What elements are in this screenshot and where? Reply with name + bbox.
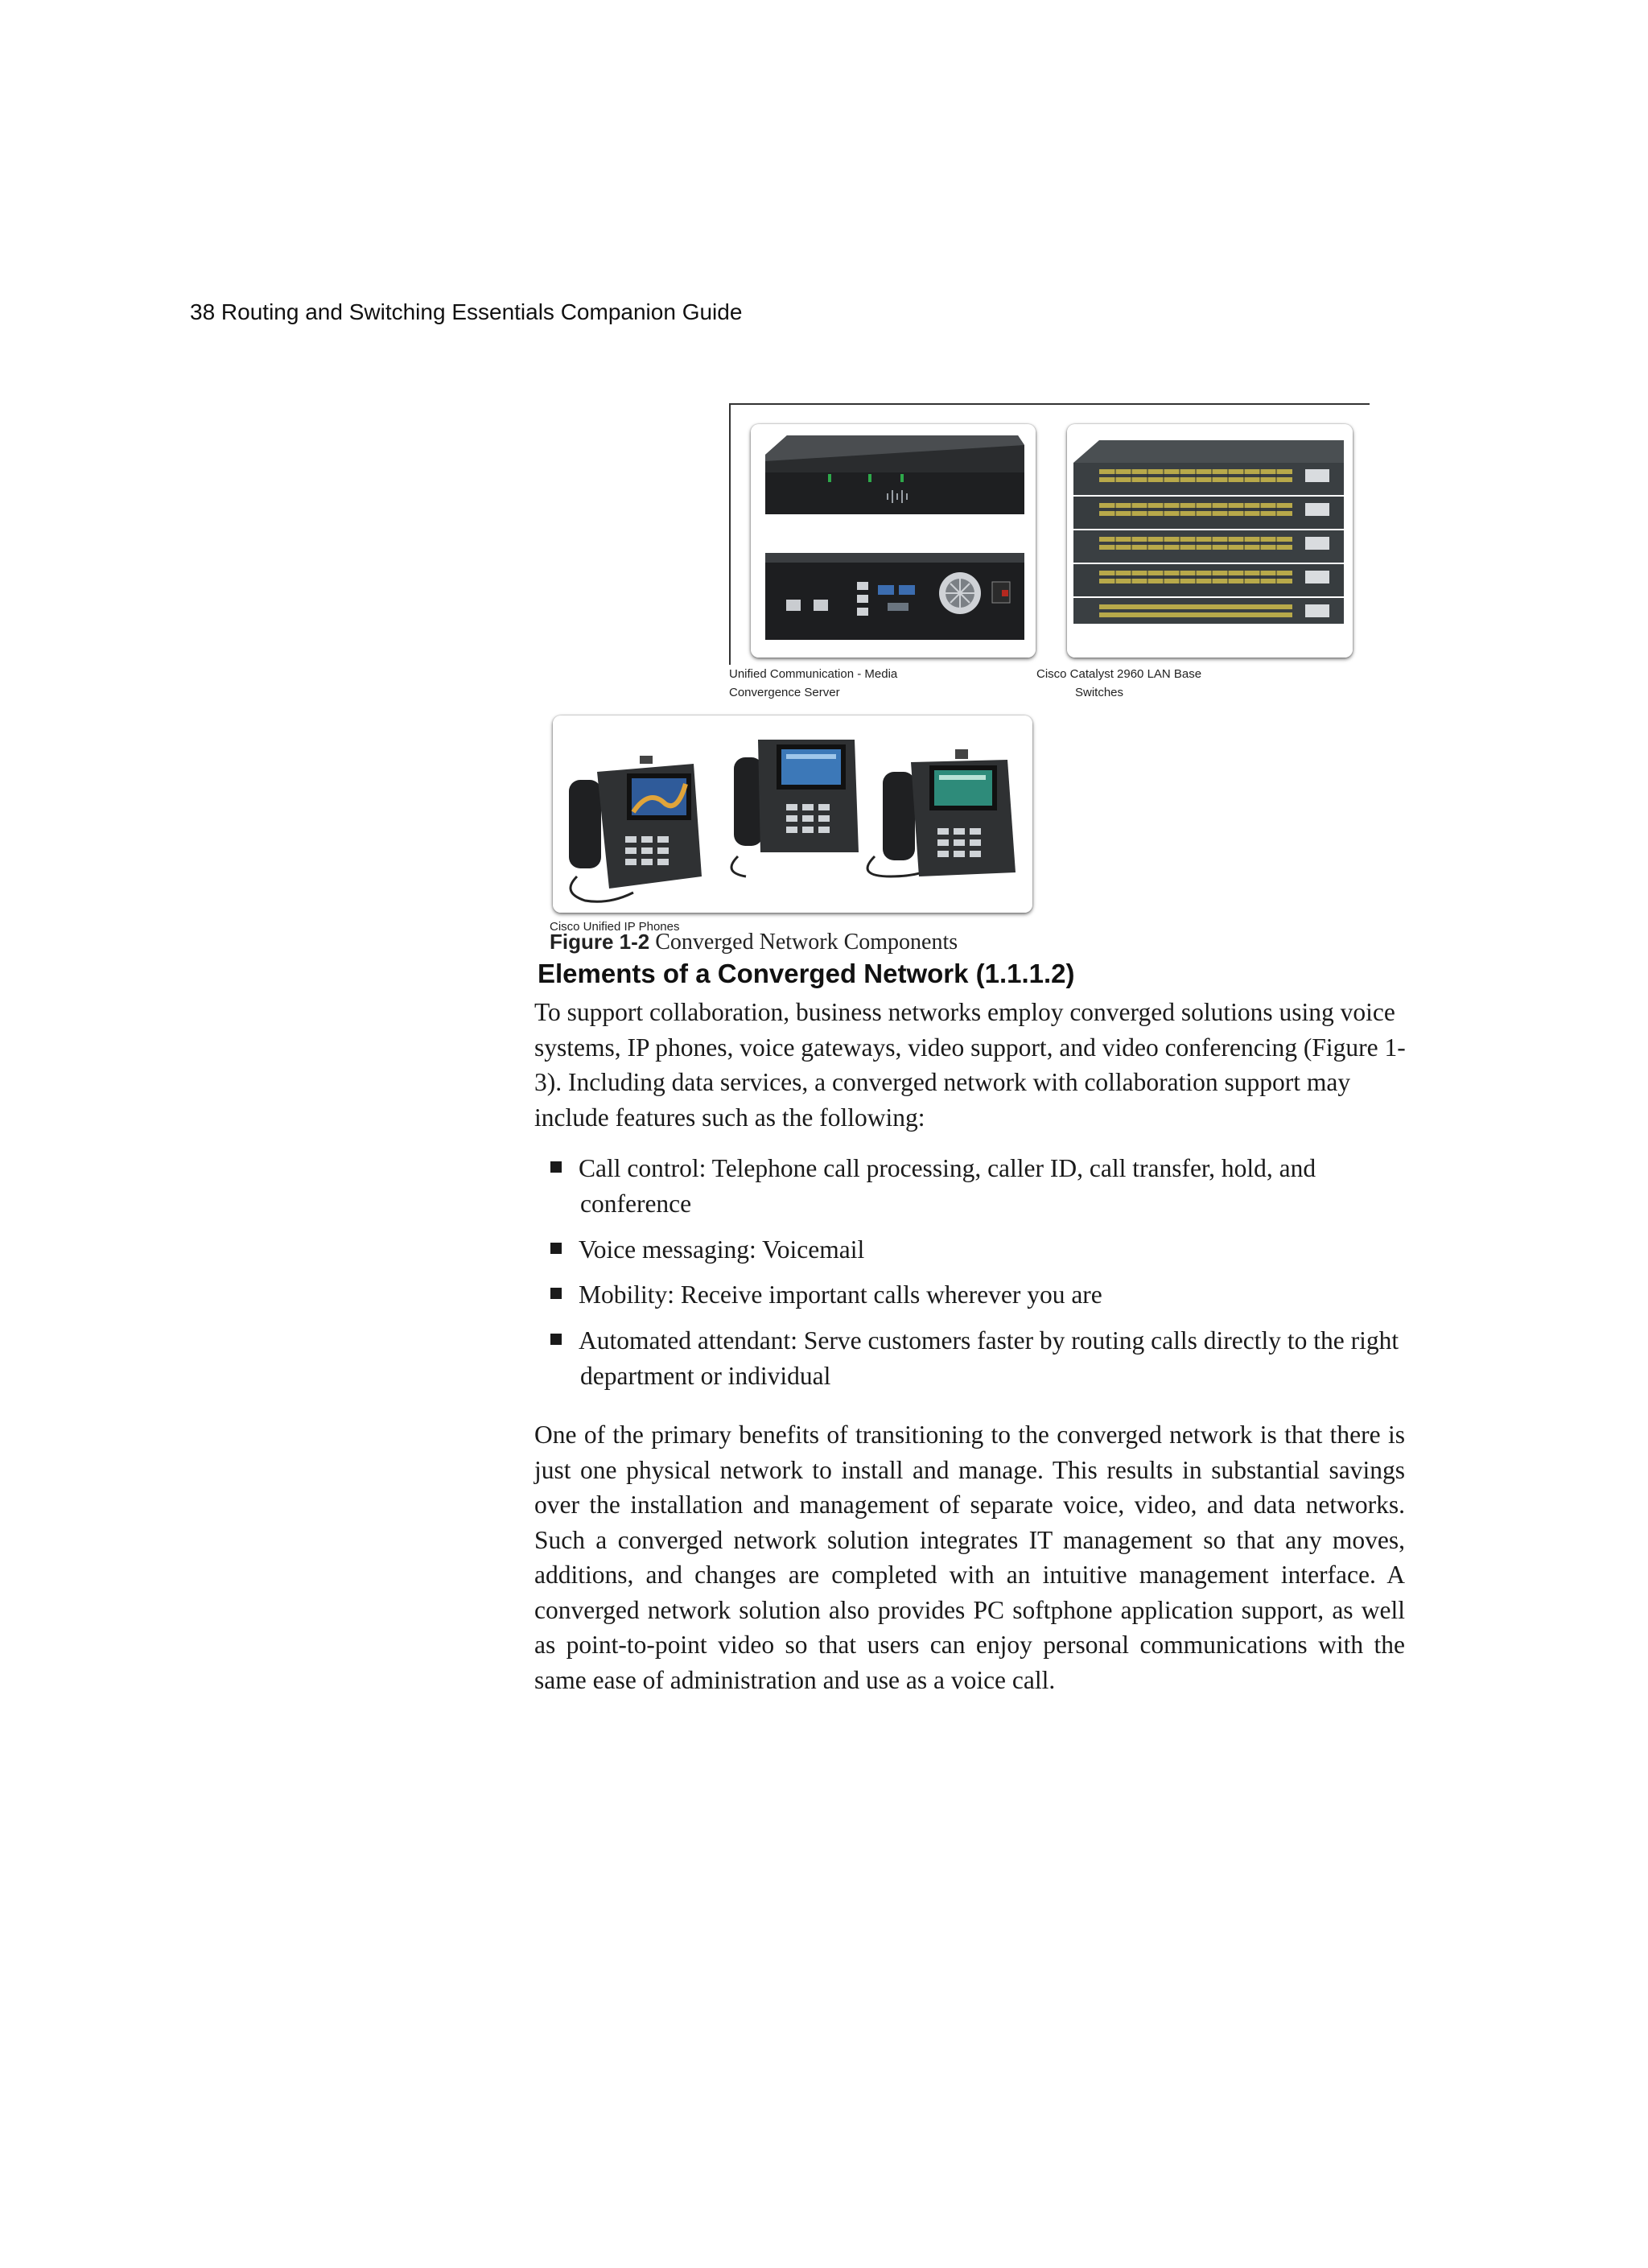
body-paragraph: One of the primary benefits of transitioning to the converged network is that there is just one physical network to install and manage. This results in substantial savings over the installation and management of separate voice, video, and data networks. Such a converged network solution integrates IT management so that any moves, additions, and changes are completed with an intuitive management interface. A converged network solution also provides PC softphone application support, as well as point-to-point video so that users can enjoy personal communications with the same ease of administration and use as a voice call. <box>534 1421 1405 1694</box>
list-item <box>534 1277 1411 1313</box>
server-label <box>729 665 970 702</box>
figure-left-rule <box>729 403 731 665</box>
list-item-text: Automated attendant: Serve customers faster by routing calls directly to the right department or individual <box>579 1326 1399 1390</box>
list-item-text: Call control: Telephone call processing, caller ID, call transfer, hold, and conference <box>579 1154 1316 1218</box>
bullet-square-icon <box>550 1161 562 1173</box>
list-item <box>534 1151 1411 1221</box>
figure-caption-text: Converged Network Components <box>649 930 958 955</box>
bullet-square-icon <box>550 1288 562 1299</box>
bullet-square-icon <box>550 1243 562 1254</box>
switch-label <box>1036 665 1230 702</box>
server-label-line2: Convergence Server <box>729 686 840 699</box>
list-item <box>534 1232 1411 1268</box>
ip-phones-image <box>553 715 1032 913</box>
server-label-line1: Unified Communication - Media <box>729 667 898 681</box>
intro-paragraph: To support collaboration, business networks employ converged solutions using voice systems, IP phones, voice gateways, video support, and video conferencing (Figure 1-3). Including data services, a converged network with collaboration support may include features such as the following: <box>534 998 1406 1132</box>
figure-number: Figure 1-2 <box>550 930 650 954</box>
server-image <box>751 424 1036 658</box>
figure-caption <box>550 930 958 955</box>
switch-stack-image <box>1067 424 1353 658</box>
list-item-text: Voice messaging: Voicemail <box>579 1235 865 1264</box>
figure-top-rule <box>729 403 1370 405</box>
list-item <box>534 1323 1411 1393</box>
section-heading: Elements of a Converged Network (1.1.1.2) <box>538 959 1075 988</box>
phones-label: Cisco Unified IP Phones <box>550 920 680 934</box>
list-item-text: Mobility: Receive important calls wherever you are <box>579 1280 1102 1309</box>
feature-list <box>534 1151 1411 1404</box>
running-head: 38 Routing and Switching Essentials Companion Guide <box>190 299 743 324</box>
bullet-square-icon <box>550 1334 562 1345</box>
switch-label-line1: Cisco Catalyst 2960 LAN Base <box>1036 667 1202 681</box>
switch-label-line2: Switches <box>1075 686 1124 699</box>
